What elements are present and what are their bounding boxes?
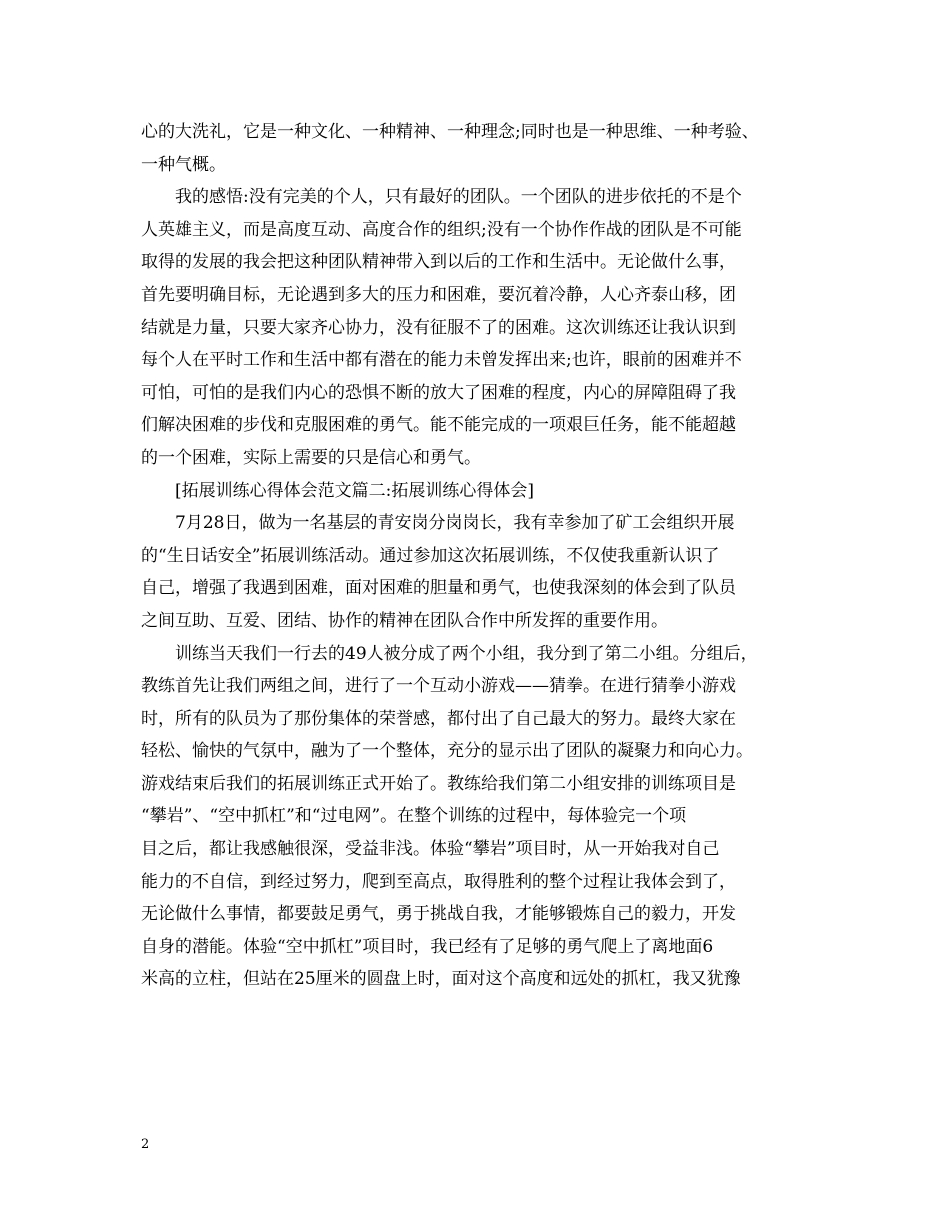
- text-line: 自身的潜能。体验“空中抓杠”项目时，我已经有了足够的勇气爬上了离地面6: [141, 936, 714, 957]
- text-line: 结就是力量，只要大家齐心协力，没有征服不了的困难。这次训练还让我认识到: [141, 317, 736, 338]
- text-line: 一种气概。: [141, 154, 226, 175]
- text-line: 们解决困难的步伐和克服困难的勇气。能不能完成的一项艰巨任务，能不能超越: [141, 415, 736, 436]
- text-line: “攀岩”、“空中抓杠”和“过电网”。在整个训练的过程中，每体验完一个项: [141, 806, 687, 827]
- text-line: 取得的发展的我会把这种团队精神带入到以后的工作和生活中。无论做什么事，: [141, 252, 736, 273]
- text-line: 目之后，都让我感触很深，受益非浅。体验“攀岩”项目时，从一开始我对自己: [141, 839, 720, 860]
- text-line: 训练当天我们一行去的49人被分成了两个小组，我分到了第二小组。分组后，: [141, 643, 758, 664]
- text-line: 我的感悟:没有完美的个人，只有最好的团队。一个团队的进步依托的不是个: [141, 187, 742, 208]
- text-line: 每个人在平时工作和生活中都有潜在的能力未曾发挥出来;也许，眼前的困难并不: [141, 350, 742, 371]
- section-heading: [拓展训练心得体会范文篇二:拓展训练心得体会]: [141, 480, 534, 501]
- text-line: 人英雄主义，而是高度互动、高度合作的组织;没有一个协作作战的团队是不可能: [141, 219, 742, 240]
- text-line: 轻松、愉快的气氛中，融为了一个整体，充分的显示出了团队的凝聚力和向心力。: [141, 741, 753, 762]
- page-number: 2: [141, 1137, 150, 1152]
- text-line: 可怕，可怕的是我们内心的恐惧不断的放大了困难的程度，内心的屏障阻碍了我: [141, 382, 736, 403]
- text-line: 教练首先让我们两组之间，进行了一个互动小游戏——猜拳。在进行猜拳小游戏: [141, 676, 736, 697]
- text-line: 7月28日，做为一名基层的青安岗分岗岗长，我有幸参加了矿工会组织开展: [141, 513, 735, 534]
- text-line: 游戏结束后我们的拓展训练正式开始了。教练给我们第二小组安排的训练项目是: [141, 773, 736, 794]
- text-line: 的一个困难，实际上需要的只是信心和勇气。: [141, 447, 481, 468]
- text-line: 无论做什么事情，都要鼓足勇气，勇于挑战自我，才能够锻炼自己的毅力，开发: [141, 904, 736, 925]
- text-line: 之间互助、互爱、团结、协作的精神在团队合作中所发挥的重要作用。: [141, 610, 668, 631]
- text-line: 首先要明确目标，无论遇到多大的压力和困难，要沉着冷静，人心齐泰山移，团: [141, 284, 736, 305]
- document-body: [141, 116, 831, 996]
- text-line: 自己，增强了我遇到困难，面对困难的胆量和勇气，也使我深刻的体会到了队员: [141, 578, 736, 599]
- text-line: 能力的不自信，到经过努力，爬到至高点，取得胜利的整个过程让我体会到了，: [141, 871, 736, 892]
- text-line: 的“生日话安全”拓展训练活动。通过参加这次拓展训练，不仅使我重新认识了: [141, 545, 720, 566]
- text-line: 米高的立柱，但站在25厘米的圆盘上时，面对这个高度和远处的抓杠，我又犹豫: [141, 969, 741, 990]
- text-line: 时，所有的队员为了那份集体的荣誉感，都付出了自己最大的努力。最终大家在: [141, 708, 736, 729]
- text-line: 心的大洗礼，它是一种文化、一种精神、一种理念;同时也是一种思维、一种考验、: [141, 122, 759, 142]
